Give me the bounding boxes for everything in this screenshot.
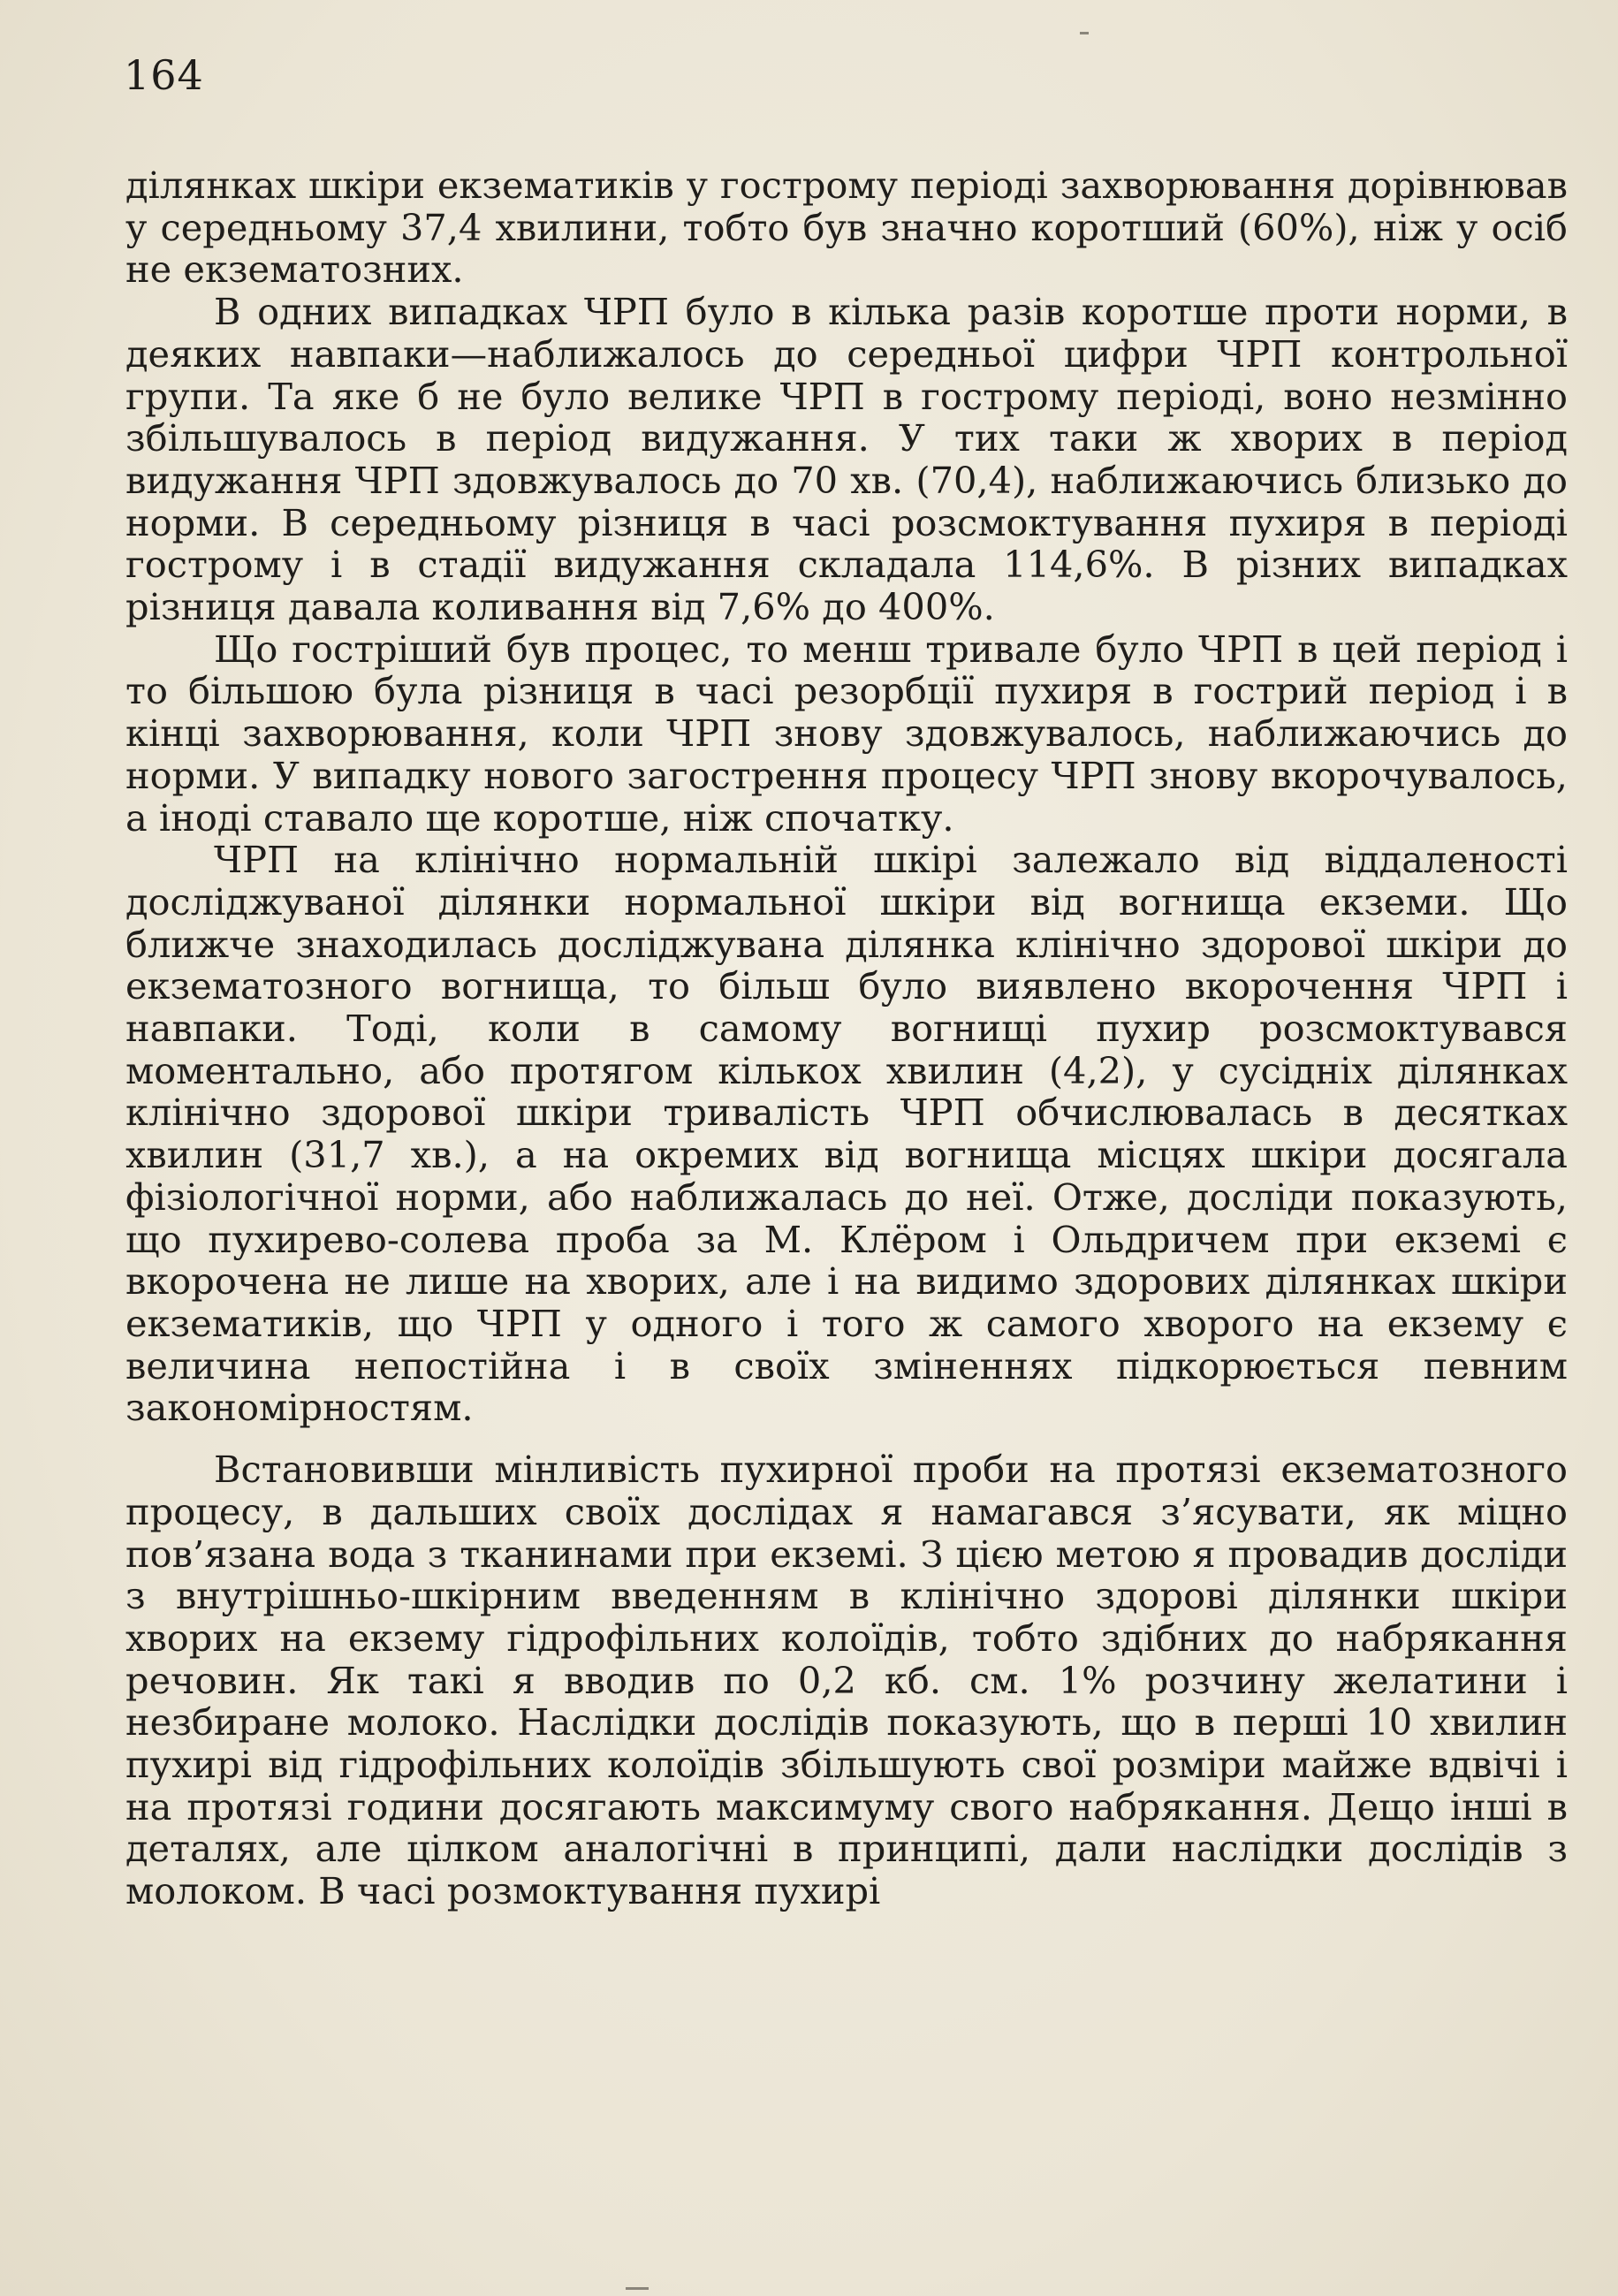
paragraph-4: Встановивши мінливість пухирної проби на протязі екзематозного процесу, в дальших своїх дослідах я намагався з’ясувати, як міцно пов’язана вода з тканинами при екземі. З цією метою я провадив досліди з внутрішньо-шкірним введенням в клінічно здорові ділянки шкіри хворих на екзему гідрофільних колоїдів, тобто здібних до набрякання речовин. Як такі я вводив по 0,2 кб. см. 1% розчину желатини і незбиране молоко. Наслідки дослідів показують, що в перші 10 хвилин пухирі від гідрофільних колоїдів збільшують свої розміри майже вдвічі і на протязі години досягають максимуму свого набрякання. Дещо інші в деталях, але цілком аналогічні в принципі, дали наслідки дослідів з молоком. В часі розмоктування пухирі — [125, 1448, 1568, 1913]
body-text — [125, 164, 1568, 1912]
paragraph-3: ЧРП на клінічно нормальній шкірі залежало від віддаленості досліджуваної ділянки нормальної шкіри від вогнища екземи. Що ближче знаходилась досліджувана ділянка клінічно здорової шкіри до екзематозного вогнища, то більш було виявлено вкорочення ЧРП і навпаки. Тоді, коли в самому вогнищі пухир розсмоктувався моментально, або протягом кількох хвилин (4,2), у сусідніх ділянках клінічно здорової шкіри тривалість ЧРП обчислювалась в десятках хвилин (31,7 хв.), а на окремих від вогнища місцях шкіри досягала фізіологічної норми, або наближалась до неї. Отже, досліди показують, що пухирево-солева проба за М. Клёром і Ольдричем при екземі є вкорочена не лише на хворих, але і на видимо здорових ділянках шкіри екзематиків, що ЧРП у одного і того ж самого хворого на екзему є величина непостійна і в своїх зміненнях підкорюється певним закономірностям. — [125, 838, 1568, 1430]
paragraph-2: Що гостріший був процес, то менш тривале було ЧРП в цей період і то більшою була різниця в часі резорбції пухиря в гострий період і в кінці захворювання, коли ЧРП знову здовжувалось, наближаючись до норми. У випадку нового загострення процесу ЧРП знову вкорочувалось, а іноді ставало ще коротше, ніж спочатку. — [125, 627, 1568, 840]
print-mark — [626, 2287, 649, 2290]
print-mark — [1080, 32, 1089, 34]
paragraph-1: В одних випадках ЧРП було в кілька разів коротше проти норми, в деяких навпаки—наближалось до середньої цифри ЧРП контрольної групи. Та яке б не було велике ЧРП в гострому періоді, воно незмінно збільшувалось в період видужання. У тих таки ж хворих в період видужання ЧРП здовжувалось до 70 хв. (70,4), наближаючись близько до норми. В середньому різниця в часі розсмоктування пухиря в періоді гострому і в стадії видужання складала 114,6%. В різних випадках різниця давала коливання від 7,6% до 400%. — [125, 290, 1568, 629]
paragraph-continuation: ділянках шкіри екзематиків у гострому періоді захворювання дорівнював у середньому 37,4 хвилини, тобто був значно коротший (60%), ніж у осіб не екзематозних. — [125, 163, 1568, 292]
page-number: 164 — [124, 51, 204, 99]
